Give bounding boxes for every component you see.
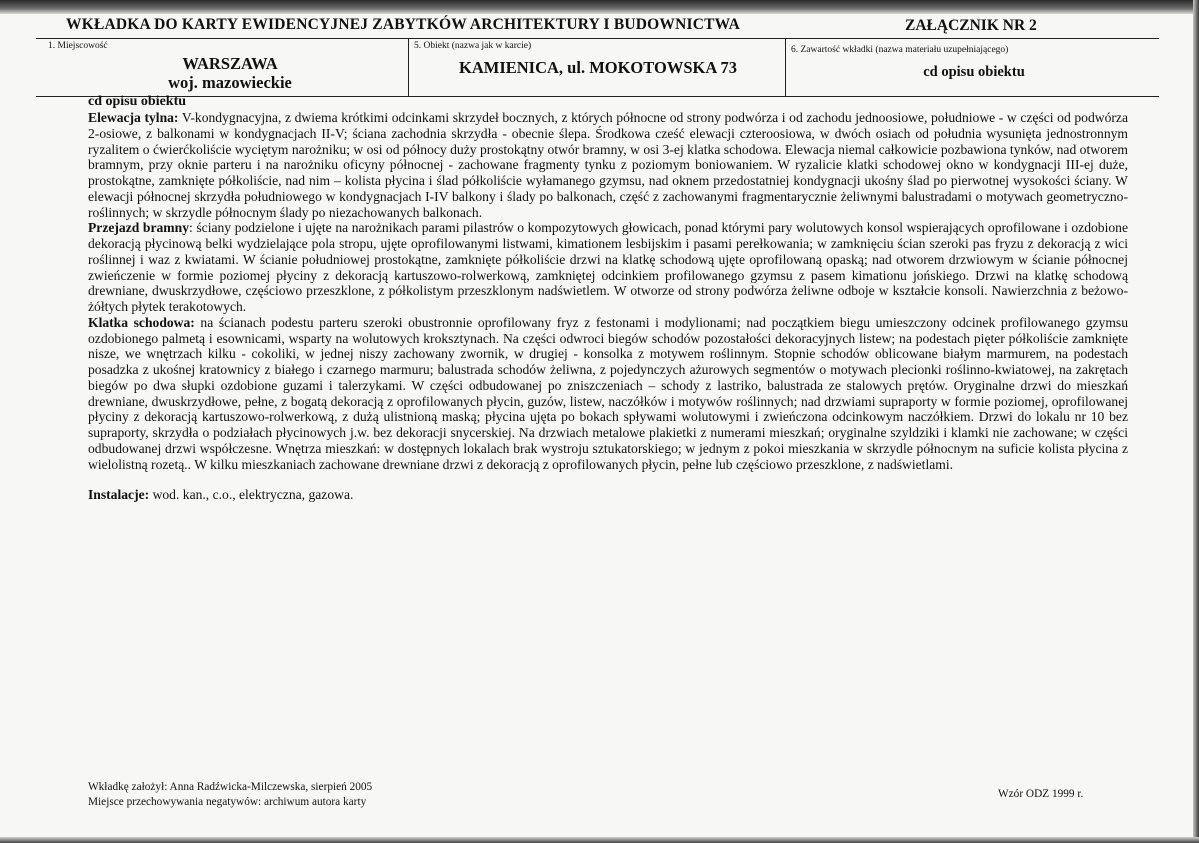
staircase-paragraph <box>88 315 1128 473</box>
gateway-heading: Przejazd bramny <box>88 220 189 236</box>
scan-edge-right <box>1193 0 1199 843</box>
header-bottom-rule <box>36 96 1159 97</box>
installations-paragraph <box>88 487 1128 503</box>
header-top-rule <box>36 38 1159 39</box>
contents-label: 6. Zawartość wkładki (nazwa materiału uzupełniającego) <box>791 45 1009 55</box>
scan-edge-bottom <box>0 837 1199 843</box>
staircase-text: na ścianach podestu parteru szeroki obustronnie oprofilowany fryz z festonami i modylionami; nad początkiem biegu umieszczony odcinek profilowanego gzymsu ozdobionego palmetą i esownicami, wsparty na wolutowych kroksztynach. Na części odwroci biegów schodów pozostałości dekoracyjnych listew; na podestach pięter półkoliście zamknięte nisze, we wnętrzach kilku - cokoliki, w jednej niszy zachowany zwornik, w drugiej - konsolka z motywem roślinnym. Stopnie schodów oblicowane białym marmurem, na podestach posadzka z ukośnej kratownicy z białego i czarnego marmuru; balustrada schodów żeliwna, z pojedynczych ażurowych segmentów o motywach plecionki roślinno-kwiatowej, na zakrętach biegów po dwa słupki ozdobione guzami i talerzykami. W części odbudowanej po zniszczeniach – schody z lastriko, balustrada ze stalowych prętów. Oryginalne drzwi do mieszkań drewniane, dwuskrzydłowe, pełne, z bogatą dekoracją z oprofilowanych płycin, guzów, listew, naczółków i motywów roślinnych; nad drzwiami supraporty w formie poziomej, oprofilowanej płyciny z dekoracją kartuszowo-rolwerkową, z dużą ulistnioną maską; płycina ujęta po bokach spływami wolutowymi i zwieńczona odcinkowym naczółkiem. Drzwi do lokalu nr 10 bez supraporty, skrzydła o podziałach płycinowych j.w. bez dekoracji snycerskiej. Na drzwiach metalowe plakietki z numerami mieszkań; oryginalne szyldziki i klamki nie zachowane; w części odbudowanej drzwi współczesne. Wnętrza mieszkań: w dostępnych lokalach brak wystroju sztukatorskiego; w jednym z pokoi mieszkania w skrzydle północnym na suficie kolista płycina z wielolistną rozetą.. W kilku mieszkaniach zachowane drewniane drzwi z dekoracją z oprofilowanych płycin, pełne lub częściowo przeszklone, z nadświetlami. <box>88 314 1129 472</box>
installations-heading: Instalacje: <box>88 487 150 503</box>
footer-credits <box>88 780 372 810</box>
object-value: KAMIENICA, ul. MOKOTOWSKA 73 <box>459 58 737 77</box>
form-model: Wzór ODZ 1999 r. <box>998 788 1084 800</box>
prepared-by: Wkładkę założył: Anna Radźwicka-Milczewska, sierpień 2005 <box>88 781 373 793</box>
object-label: 5. Obiekt (nazwa jak w karcie) <box>414 41 532 51</box>
section-heading: cd opisu obiektu <box>88 94 187 109</box>
annex-number: ZAŁĄCZNIK NR 2 <box>905 17 1037 34</box>
gateway-paragraph <box>88 220 1128 315</box>
form-title: WKŁADKA DO KARTY EWIDENCYJNEJ ZABYTKÓW ARCHITEKTURY I BUDOWNICTWA <box>66 16 741 33</box>
contents-value: cd opisu obiektu <box>923 64 1025 80</box>
voivodeship-value: woj. mazowieckie <box>168 73 292 92</box>
rear-elevation-heading: Elewacja tylna: <box>88 110 179 125</box>
scan-edge-top <box>0 0 1199 14</box>
description-body <box>88 110 1128 503</box>
negatives-location: Miejsce przechowywania negatywów: archiwum autora karty <box>88 796 367 808</box>
locality-label: 1. Miejscowość <box>48 41 108 51</box>
gateway-text: : ściany podzielone i ujęte na narożnikach parami pilastrów o kompozytowych głowicach, ponad którymi pary wolutowych konsol wspierających oprofilowane i ozdobione dekoracją płycinową belki wydzielające pola stropu, ujęte oprofilowanymi listwami, kimationem lesbijskim i pasami perełkowania; w zamknięciu ścian szeroki pas fryzu z dekoracją z wici roślinnej i waz z kwiatami. W ścianie południowej prostokątne, zamknięte półkoliście drzwi na klatkę schodową ujęte oprofilowaną opaską; nad otworem drzwiowym w ścianie północnej zwieńczenie w formie poziomej płyciny z dekoracją kartuszowo-rolwerkową, zamkniętej odcinkiem profilowanego gzymsu z pasem kimationu jońskiego. Drzwi na klatkę schodową drewniane, dwuskrzydłowe, częściowo przeszklone, z półkolistym przeszklonym nadświetlem. W otworze od strony podwórza żeliwne odboje w kształcie konsoli. Nawierzchnia z beżowo-żółtych płytek terakotowych. <box>88 220 1129 314</box>
rear-elevation-paragraph <box>88 110 1128 220</box>
staircase-heading: Klatka schodowa: <box>88 314 195 330</box>
locality-value: WARSZAWA <box>182 54 278 73</box>
rear-elevation-text: V-kondygnacyjna, z dwiema krótkimi odcinkami skrzydeł bocznych, z których północne od strony podwórza i od zachodu jednoosiowe, południowe - w części od podwórza 2-osiowe, z balkonami w kondygnacjach II-V; ściana zachodnia skrzydła - obecnie ślepa. Środkowa cześć elewacji czteroosiowa, w dwóch osiach od południa wysunięta jednostronnym ryzalitem o ćwierćkoliście wyciętym narożniku; w osi od północy duży prostokątny otwór bramny, w osi 3-ej klatka schodowa. Elewacja niemal całkowicie pozbawiona tynków, nad otworem bramnym, przy oknie parteru i na narożniku oficyny północnej - zachowane fragmenty tynku z poziomym boniowaniem. W ryzalicie klatki schodowej okno w kondygnacji III-ej duże, prostokątne, zamknięte półkoliście, nad nim – kolista płycina i ślad półkoliście wyłamanego gzymsu, nad oknem przedostatniej kondygnacji ukośny ślad po pierwotnej wysokości ściany. W elewacji północnej skrzydła południowego w kondygnacjach I-IV balkony i ślady po balkonach, część z zachowanymi fragmentarycznie żeliwnymi balustradami o motywach geometryczno-roślinnych; w skrzydle północnym ślady po niezachowanych balkonach. <box>88 110 1128 220</box>
installations-text: wod. kan., c.o., elektryczna, gazowa. <box>149 487 354 503</box>
column-divider-1 <box>408 38 409 96</box>
paragraph-spacer <box>88 472 1128 487</box>
